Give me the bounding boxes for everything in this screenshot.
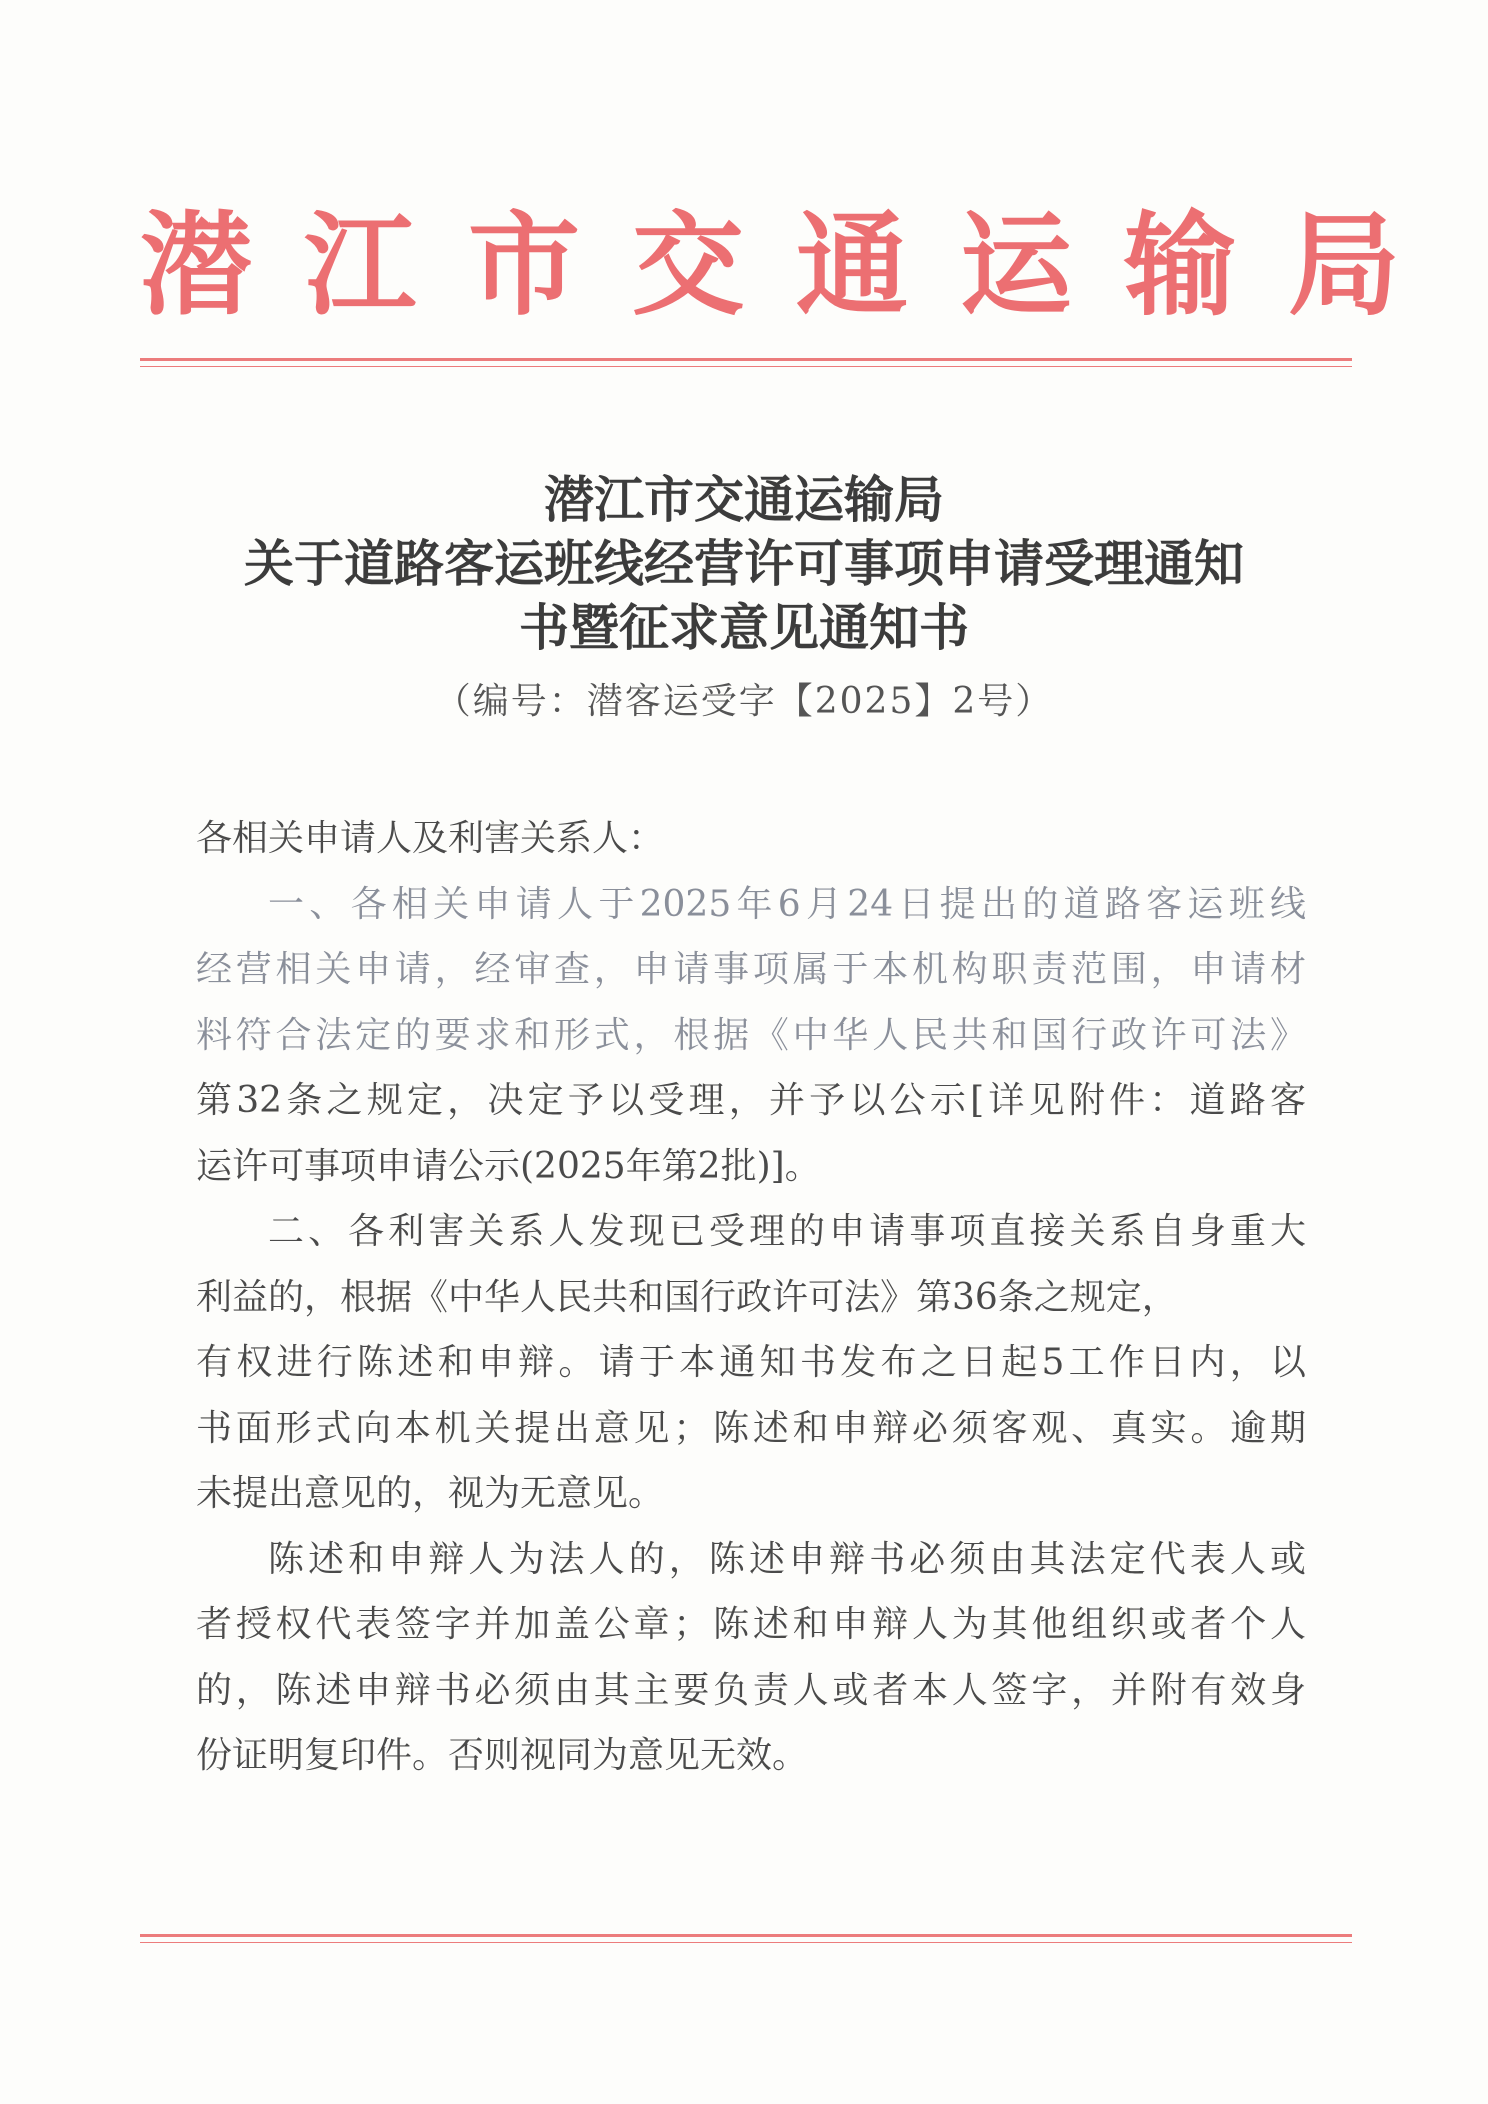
- document-title: [160, 468, 1328, 660]
- title-line-1: 潜江市交通运输局: [544, 470, 944, 529]
- paragraph-3-line-3: 的，陈述申辩书必须由其主要负责人或者本人签字，并附有效身: [196, 1669, 1306, 1711]
- paragraph-2-line-1: 二、各利害关系人发现已受理的申请事项直接关系自身重大: [268, 1211, 1306, 1252]
- document-body: [196, 806, 1306, 1789]
- paragraph-2-line-2: 利益的，根据《中华人民共和国行政许可法》第36条之规定，: [196, 1276, 1178, 1318]
- paragraph-2: [196, 1199, 1306, 1527]
- salutation: 各相关申请人及利害关系人：: [196, 818, 665, 859]
- title-line-3: 书暨征求意见通知书: [519, 598, 969, 657]
- paragraph-3-line-2: 者授权代表签字并加盖公章；陈述和申辩人为其他组织或者个人: [196, 1604, 1306, 1645]
- paragraph-1-line-2: 经营相关申请，经审查，申请事项属于本机构职责范围，申请材: [196, 949, 1306, 990]
- paragraph-3-line-4: 份证明复印件。否则视同为意见无效。: [196, 1735, 809, 1776]
- title-line-2: 关于道路客运班线经营许可事项申请受理通知: [244, 534, 1244, 593]
- paragraph-1-line-4: 第32条之规定，决定予以受理，并予以公示[详见附件：道路客: [196, 1080, 1306, 1121]
- paragraph-1-line-1: 一、各相关申请人于2025年6月24日提出的道路客运班线: [268, 883, 1306, 925]
- footer-divider: [140, 1934, 1352, 1943]
- paragraph-2-line-3: 有权进行陈述和申辩。请于本通知书发布之日起5工作日内，以: [196, 1342, 1306, 1383]
- paragraph-3-line-1: 陈述和申辩人为法人的，陈述申辩书必须由其法定代表人或: [268, 1538, 1306, 1580]
- paragraph-1-line-5: 运许可事项申请公示(2025年第2批)]。: [196, 1145, 821, 1187]
- paragraph-3: [196, 1527, 1306, 1789]
- letterhead-divider: [140, 358, 1352, 367]
- letterhead-org-name: 潜江市交通运输局: [140, 200, 1452, 331]
- document-number: （编号：潜客运受字【2025】2号）: [434, 681, 1054, 722]
- paragraph-1: [196, 872, 1306, 1200]
- paragraph-2-line-4: 书面形式向本机关提出意见；陈述和申辩必须客观、真实。逾期: [196, 1407, 1306, 1449]
- paragraph-1-line-3: 料符合法定的要求和形式，根据《中华人民共和国行政许可法》: [196, 1014, 1306, 1056]
- paragraph-2-line-5: 未提出意见的，视为无意见。: [196, 1473, 665, 1514]
